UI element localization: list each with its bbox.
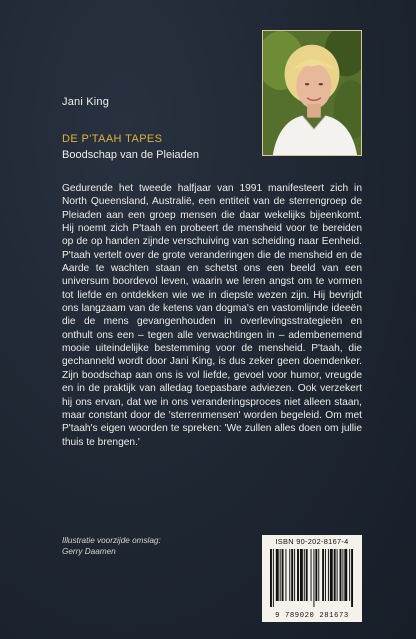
barcode-icon: [270, 549, 354, 607]
barcode-bar: [289, 549, 290, 601]
barcode-bar: [337, 549, 338, 601]
barcode-bar: [349, 549, 350, 601]
isbn-number: ISBN 90-202-8167-4: [275, 537, 349, 546]
barcode-bar: [334, 549, 336, 601]
blurb-text: Gedurende het tweede halfjaar van 1991 manifesteert zich in North Queensland, Australië, een entiteit van de sterrengroep de Pleiaden aan een groep mensen die daar wekelijks bijeenkomt. Hij noemt zich P'taah en probeert de mensheid voor te bereiden op de op handen zijnde verschuiving van scheiding naar Eenheid. P'taah vertelt over de grote veranderingen die de mensheid en de Aarde te wachten staan en schetst ons een beeld van een universum boordevol leven, waarin we leren angst om te vormen tot liefde en ontdekken wie we in diepste wezen zijn. Hij bevrijdt ons langzaam van de ketens van dogma's en vastomlijnde ideeën die de mens gevangenhouden in overlevingsstrategieën en onthult ons een – tegen alle verwachtingen in – adembenemend mooie uiteindelijke bestemming voor de mensheid. P'taah, die gechanneld wordt door Jani King, is dus zeker geen doemdenker. Zijn boodschap aan ons is vol liefde, gevoel voor humor, vreugde en in de praktijk van alledag toepasbare adviezen. Ook verzekert hij ons ervan, dat we in ons veranderingsproces niet alleen staan, maar constant door de 'sterrenmensen' worden begeleid. Om met P'taah's eigen woorden te spreken: 'We zullen alles doen om jullie thuis te brengen.': [62, 183, 362, 448]
barcode-bar: [342, 549, 343, 601]
barcode-bar: [280, 549, 281, 601]
barcode-bar: [270, 549, 272, 607]
author-photo: [262, 30, 362, 156]
credit-artist: Gerry Daamen: [62, 547, 116, 556]
barcode-bar: [276, 549, 279, 601]
barcode-bar: [315, 549, 317, 601]
barcode-bar: [300, 549, 303, 601]
barcode-bar: [291, 549, 293, 601]
barcode-bar: [294, 549, 295, 601]
cover-illustration-credit: [62, 535, 161, 557]
barcode-bar: [351, 549, 353, 607]
barcode-bar: [313, 549, 314, 607]
barcode-bar: [340, 549, 342, 601]
book-title: DE P'TAAH TAPES: [62, 133, 163, 145]
barcode-bar: [282, 549, 284, 601]
barcode-bar: [285, 549, 286, 601]
ean-number: 9 789020 281673: [275, 612, 349, 620]
barcode-bar: [318, 549, 319, 601]
barcode-panel: [262, 535, 362, 622]
barcode-bar: [330, 549, 333, 601]
book-subtitle: Boodschap van de Pleiaden: [62, 149, 199, 161]
author-name: Jani King: [62, 96, 110, 108]
credit-label: Illustratie voorzijde omslag:: [62, 536, 161, 545]
barcode-bar: [297, 549, 299, 601]
barcode-bar: [325, 549, 326, 601]
barcode-bar: [304, 549, 305, 601]
barcode-bar: [328, 549, 329, 601]
barcode-bar: [273, 549, 274, 607]
barcode-bar: [311, 549, 312, 601]
barcode-bar: [322, 549, 324, 601]
barcode-bar: [306, 549, 308, 601]
barcode-bar: [344, 549, 347, 601]
